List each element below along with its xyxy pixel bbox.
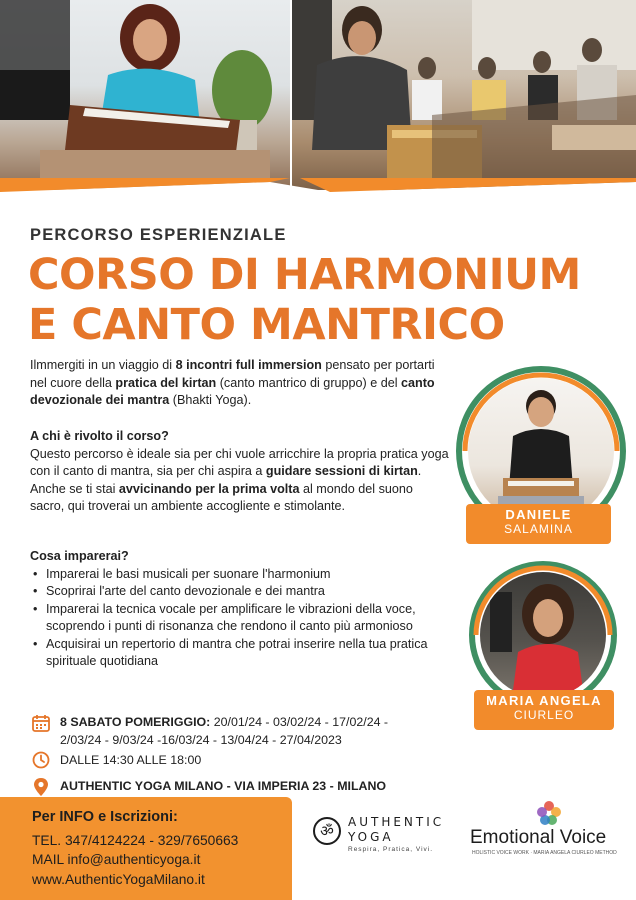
- om-icon: [312, 816, 342, 846]
- intro-text-3: (canto mantrico di gruppo) e del: [216, 375, 402, 390]
- intro-paragraph: [30, 357, 450, 410]
- teacher-2-photo: [480, 572, 606, 698]
- teacher-2-first-name: MARIA ANGELA: [486, 693, 602, 708]
- authentic-yoga-tagline: Respira, Pratica, Vivi.: [348, 846, 434, 853]
- header-photo-band: [0, 0, 636, 190]
- title-line-2: E CANTO MANTRICO: [28, 300, 505, 350]
- title-line-1: CORSO DI HARMONIUM: [28, 250, 581, 300]
- location-row: [32, 777, 386, 795]
- who-heading: A chi è rivolto il corso?: [30, 429, 169, 443]
- teacher-1-last-name: SALAMINA: [504, 522, 573, 536]
- contact-phone: TEL. 347/4124224 - 329/7650663: [32, 833, 239, 848]
- teacher-1-name-tag: [466, 504, 611, 544]
- svg-text:ॐ: ॐ: [320, 822, 334, 840]
- harmonium-player-photo: [0, 0, 290, 190]
- dates-row: [32, 714, 422, 749]
- emotional-voice-logo: [470, 798, 630, 868]
- list-item: • Imparerai le basi musicali per suonare l'harmonium: [30, 566, 450, 584]
- intro-text-2: pensato per portarti nel cuore della: [30, 358, 435, 390]
- emotional-voice-name: Emotional Voice: [470, 827, 607, 848]
- teacher-1-photo: [468, 378, 614, 524]
- contact-mail[interactable]: MAIL info@authenticyoga.it: [32, 852, 201, 867]
- authentic-yoga-line1: AUTHENTIC: [348, 815, 445, 829]
- who-section: [30, 428, 450, 516]
- who-paragraph: [30, 446, 450, 516]
- flower-icon: [536, 800, 562, 826]
- who-bold-2: avvicinando per la prima volta: [118, 481, 300, 496]
- clock-icon: [32, 751, 50, 769]
- contact-website[interactable]: www.AuthenticYogaMilano.it: [32, 872, 205, 887]
- page-subtitle: PERCORSO ESPERIENZIALE: [30, 226, 287, 244]
- teacher-1-first-name: DANIELE: [505, 507, 572, 522]
- intro-text-4: (Bhakti Yoga).: [169, 393, 252, 407]
- teacher-2-name-tag: [474, 690, 614, 730]
- learn-section: [30, 548, 450, 671]
- time-row: [32, 751, 201, 769]
- who-bold-1: guidare sessioni di kirtan: [265, 464, 418, 478]
- contact-box: [0, 797, 292, 900]
- list-item: • Imparerai la tecnica vocale per amplificare le vibrazioni della voce, scoprendo i punti di risonanza che rendono il canto più armonioso: [30, 601, 450, 636]
- location-text: AUTHENTIC YOGA MILANO - VIA IMPERIA 23 - MILANO: [60, 779, 387, 793]
- dates-list: 20/01/24 - 03/02/24 - 17/02/24 - 2/03/24 - 9/03/24 -16/03/24 - 13/04/24 - 27/04/2023: [60, 715, 389, 747]
- dates-label: 8 SABATO POMERIGGIO:: [60, 715, 211, 729]
- authentic-yoga-logo: [312, 812, 462, 862]
- orange-accent-strip: [0, 178, 636, 204]
- intro-bold-1: 8 incontri full immersion: [175, 358, 322, 372]
- intro-bold-3: canto devozionale dei mantra: [30, 375, 435, 407]
- emotional-voice-tagline: HOLISTIC VOICE WORK · MARIA ANGELA CIURLEO METHOD: [472, 850, 617, 856]
- who-text-1: Questo percorso è ideale sia per chi vuole arricchire la propria pratica yoga con il canto di mantra, sia per chi aspira a: [30, 446, 449, 478]
- who-text-3: al mondo del suono sacro, qui troverai un ambiente accogliente e stimolante.: [30, 481, 413, 513]
- learn-list: [30, 566, 450, 671]
- authentic-yoga-line2: YOGA: [348, 830, 394, 844]
- teacher-2-last-name: CIURLEO: [513, 708, 575, 722]
- calendar-icon: [32, 714, 50, 732]
- location-pin-icon: [32, 777, 50, 797]
- list-item: • Acquisirai un repertorio di mantra che potrai inserire nella tua pratica spirituale quotidiana: [30, 636, 450, 671]
- learn-heading: Cosa imparerai?: [30, 549, 129, 563]
- dates-text: [32, 714, 422, 749]
- list-item: • Scoprirai l'arte del canto devozionale e dei mantra: [30, 583, 450, 601]
- group-kirtan-photo: [292, 0, 636, 190]
- who-text-2: . Anche se ti stai: [30, 464, 422, 496]
- time-text: DALLE 14:30 ALLE 18:00: [60, 753, 202, 767]
- intro-bold-2: pratica del kirtan: [115, 375, 217, 390]
- page-title: [28, 250, 581, 350]
- intro-text-1: Ilmmergiti in un viaggio di: [30, 358, 176, 372]
- contact-heading: Per INFO e Iscrizioni:: [32, 809, 178, 825]
